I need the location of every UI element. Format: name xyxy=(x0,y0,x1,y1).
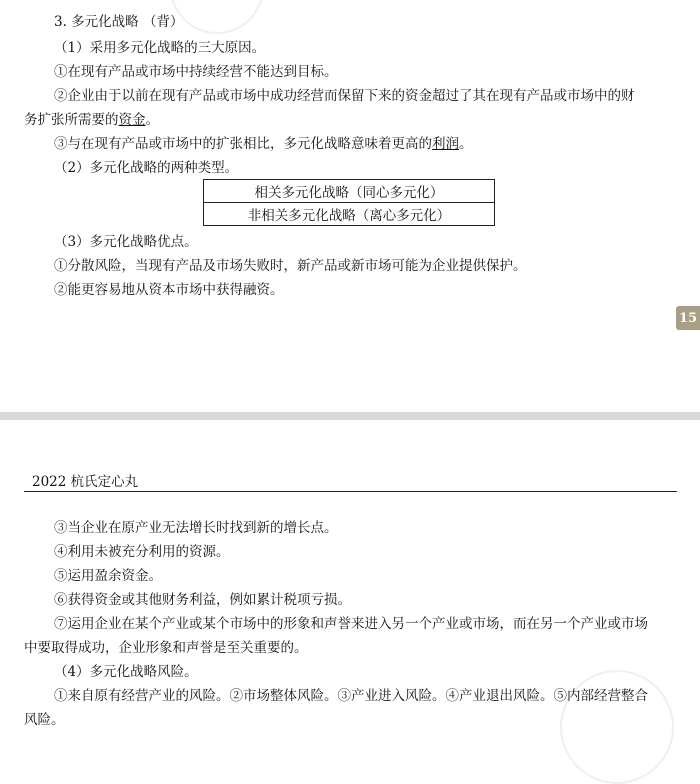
advantage-4: ④利用未被充分利用的资源。 xyxy=(54,544,230,560)
advantage-2: ②能更容易地从资本市场中获得融资。 xyxy=(54,282,284,298)
advantage-7-line-1: ⑦运用企业在某个产业或某个市场中的形象和声誉来进入另一个产业或市场，而在另一个产业或市场 xyxy=(54,616,648,632)
advantage-5: ⑤运用盈余资金。 xyxy=(54,568,162,584)
subheading-types: （2）多元化战略的两种类型。 xyxy=(54,160,239,176)
page-number-badge: 15 xyxy=(676,306,700,330)
subheading-risks: （4）多元化战略风险。 xyxy=(54,664,198,680)
risks-line-2: 风险。 xyxy=(24,712,65,728)
risks-line-1: ①来自原有经营产业的风险。②市场整体风险。③产业进入风险。④产业退出风险。⑤内部经营整合 xyxy=(54,688,648,704)
section-heading: 3. 多元化战略 （背） xyxy=(54,14,184,30)
reason-1: ①在现有产品或市场中持续经营不能达到目标。 xyxy=(54,64,338,80)
type-related: 相关多元化战略（同心多元化） xyxy=(204,180,495,203)
advantage-6: ⑥获得资金或其他财务利益，例如累计税项亏损。 xyxy=(54,592,351,608)
watermark-ring xyxy=(170,0,264,34)
reason-2-line-2: 务扩张所需要的资金。 xyxy=(24,112,159,128)
reason-3: ③与在现有产品或市场中的扩张相比，多元化战略意味着更高的利润。 xyxy=(54,136,473,152)
running-header: 2022 杭氏定心丸 xyxy=(32,474,139,490)
subheading-advantages: （3）多元化战略优点。 xyxy=(54,234,198,250)
advantage-1: ①分散风险，当现有产品及市场失败时，新产品或新市场可能为企业提供保护。 xyxy=(54,258,527,274)
reason-2-line-1: ②企业由于以前在现有产品或市场中成功经营而保留下来的资金超过了其在现有产品或市场中的财 xyxy=(54,88,635,104)
page-separator xyxy=(0,412,700,420)
underlined-term: 资金 xyxy=(118,112,146,128)
advantage-3: ③当企业在原产业无法增长时找到新的增长点。 xyxy=(54,520,338,536)
header-rule xyxy=(24,491,677,492)
subheading-reasons: （1）采用多元化战略的三大原因。 xyxy=(54,40,266,56)
type-unrelated: 非相关多元化战略（离心多元化） xyxy=(204,203,495,226)
underlined-term: 利润 xyxy=(432,136,459,152)
types-table xyxy=(203,179,495,226)
advantage-7-line-2: 中要取得成功，企业形象和声誉是至关重要的。 xyxy=(24,640,308,656)
